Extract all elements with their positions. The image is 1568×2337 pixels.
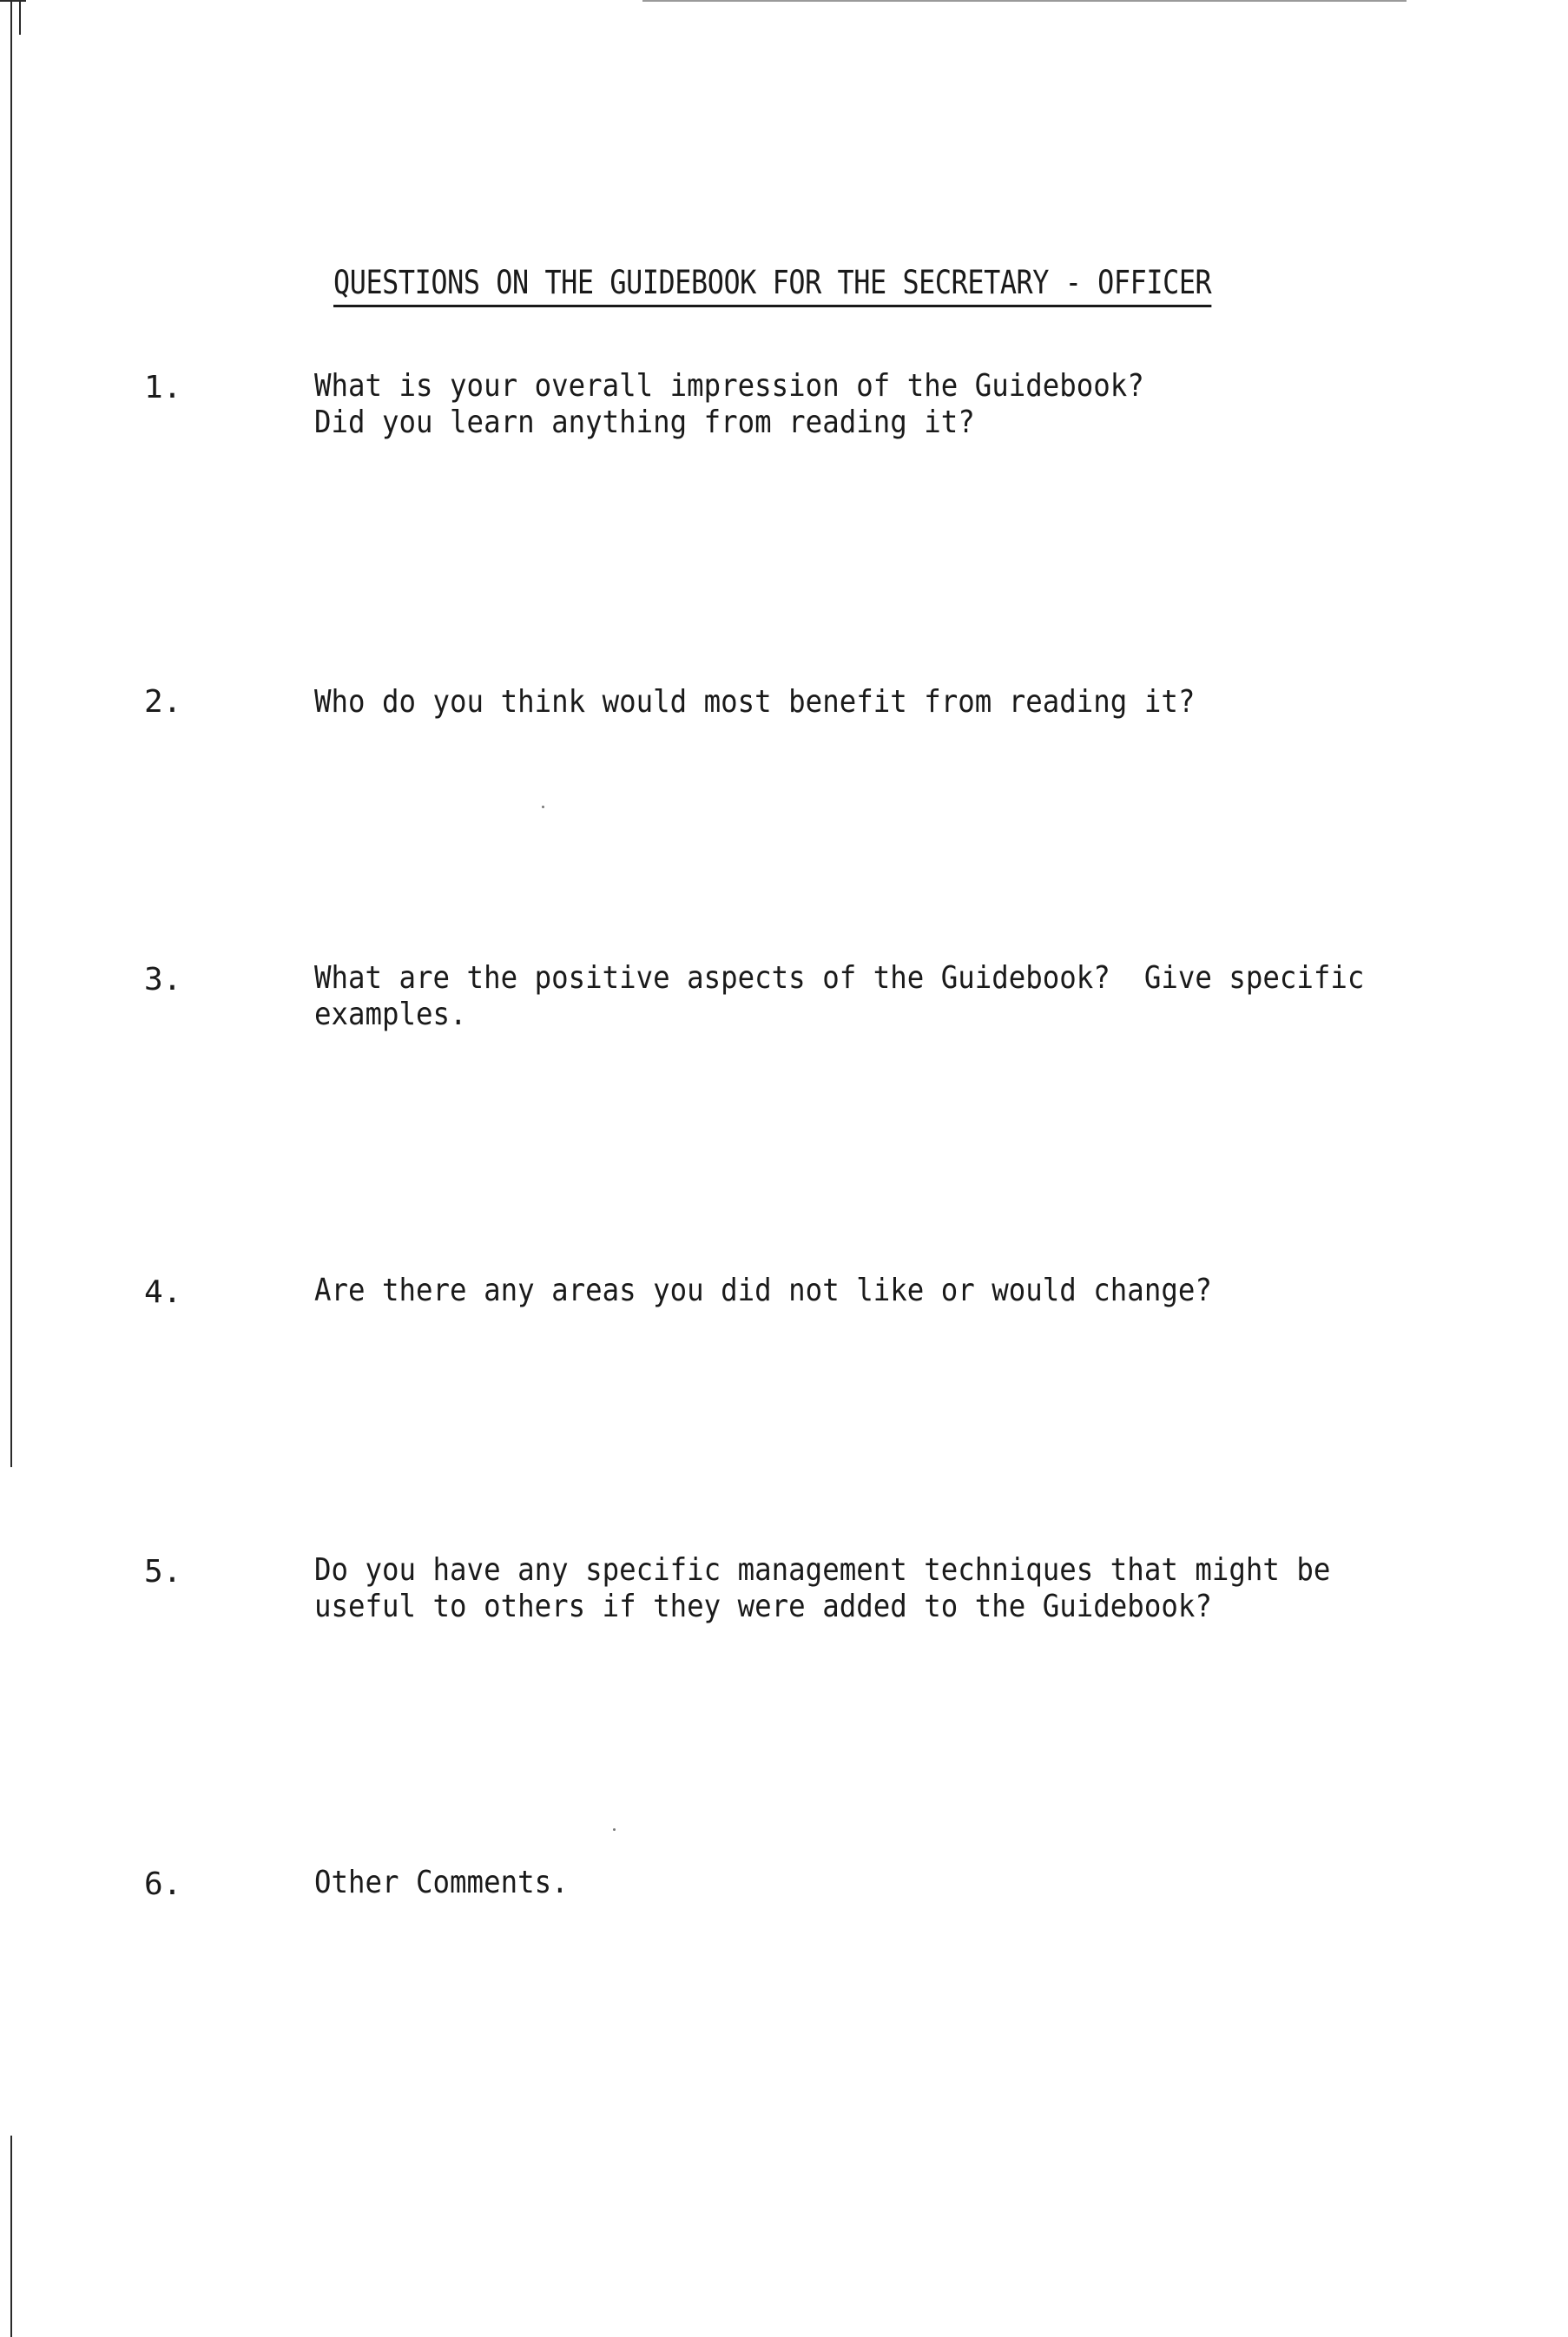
scan-edge-line [10, 0, 12, 1467]
document-title: QUESTIONS ON THE GUIDEBOOK FOR THE SECRETARY - OFFICER [333, 264, 1211, 307]
question-text [314, 1552, 1330, 1625]
question-line: What is your overall impression of the Guidebook? [314, 368, 1144, 404]
question-text [314, 684, 1195, 721]
question-number: 1. [144, 370, 182, 405]
scan-speck [542, 806, 544, 808]
question-line: Are there any areas you did not like or would change? [314, 1273, 1212, 1308]
question-number: 6. [144, 1866, 182, 1902]
question-number: 4. [144, 1274, 182, 1310]
question-line: Other Comments. [314, 1865, 569, 1900]
question-text [314, 1865, 569, 1901]
scan-edge-line [19, 0, 21, 35]
question-line: Do you have any specific management techniques that might be [314, 1552, 1331, 1588]
scan-edge-line [642, 0, 1407, 2]
question-number: 5. [144, 1554, 182, 1590]
question-line: What are the positive aspects of the Guidebook? Give specific [314, 960, 1365, 996]
question-text [314, 1273, 1212, 1309]
scan-edge-line [10, 2136, 12, 2337]
question-line: Who do you think would most benefit from reading it? [314, 684, 1196, 720]
question-text [314, 368, 1144, 441]
scan-speck [613, 1828, 616, 1831]
question-text [314, 960, 1364, 1033]
question-line: useful to others if they were added to the Guidebook? [314, 1589, 1212, 1624]
question-line: examples. [314, 997, 467, 1032]
question-number: 3. [144, 962, 182, 997]
question-number: 2. [144, 684, 182, 720]
question-line: Did you learn anything from reading it? [314, 405, 975, 440]
scan-edge-line [0, 0, 26, 2]
